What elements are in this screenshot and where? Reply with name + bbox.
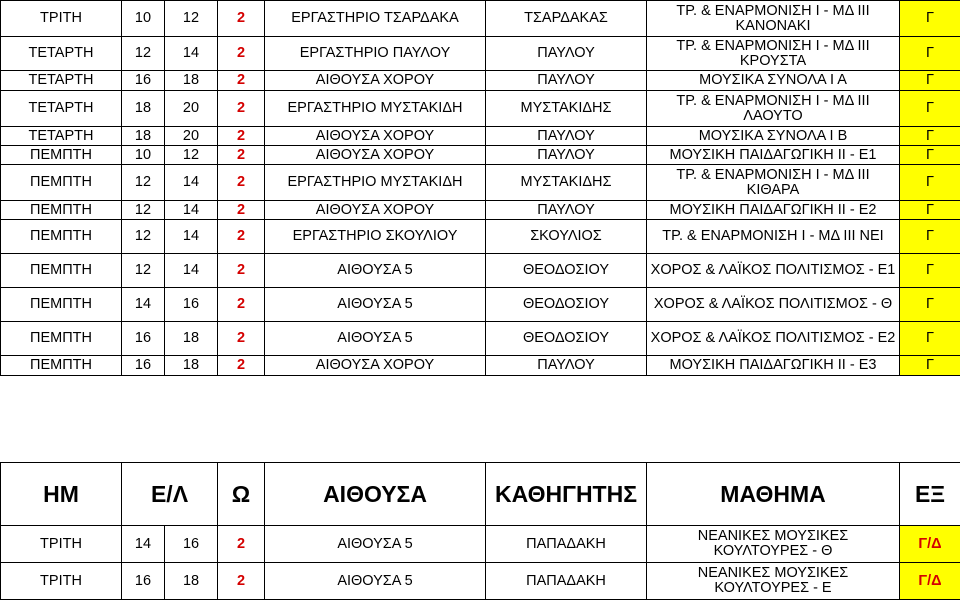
- cell-semester: Γ: [900, 322, 960, 356]
- cell-day: ΤΕΤΑΡΤΗ: [1, 71, 122, 91]
- cell-teacher: ΠΑΠΑΔΑΚΗ: [486, 526, 647, 563]
- cell-to: 12: [165, 1, 218, 37]
- table-row: [1, 526, 960, 563]
- table-row: [1, 1, 960, 37]
- cell-semester: Γ: [900, 91, 960, 127]
- cell-to: 14: [165, 165, 218, 201]
- cell-hours: 2: [218, 288, 265, 322]
- cell-day: ΠΕΜΠΤΗ: [1, 288, 122, 322]
- cell-to: 20: [165, 127, 218, 146]
- cell-to: 12: [165, 146, 218, 165]
- table-row: [1, 71, 960, 91]
- table-row: [1, 254, 960, 288]
- cell-from: 12: [122, 220, 165, 254]
- cell-hours: 2: [218, 356, 265, 376]
- cell-course: ΤΡ. & ΕΝΑΡΜΟΝΙΣΗ Ι - ΜΔ ΙΙΙ ΚΙΘΑΡΑ: [647, 165, 900, 201]
- cell-day: ΤΕΤΑΡΤΗ: [1, 37, 122, 71]
- cell-room: ΑΙΘΟΥΣΑ ΧΟΡΟΥ: [265, 356, 486, 376]
- cell-room: ΑΙΘΟΥΣΑ ΧΟΡΟΥ: [265, 201, 486, 220]
- cell-day: ΠΕΜΠΤΗ: [1, 146, 122, 165]
- cell-room: ΑΙΘΟΥΣΑ 5: [265, 526, 486, 563]
- cell-teacher: ΠΑΥΛΟΥ: [486, 37, 647, 71]
- cell-room: ΕΡΓΑΣΤΗΡΙΟ ΠΑΥΛΟΥ: [265, 37, 486, 71]
- header-teacher: ΚΑΘΗΓΗΤΗΣ: [486, 463, 647, 526]
- cell-teacher: ΜΥΣΤΑΚΙΔΗΣ: [486, 165, 647, 201]
- cell-to: 14: [165, 254, 218, 288]
- table-row: [1, 127, 960, 146]
- header-day: ΗΜ: [1, 463, 122, 526]
- cell-day: ΠΕΜΠΤΗ: [1, 220, 122, 254]
- cell-room: ΑΙΘΟΥΣΑ 5: [265, 322, 486, 356]
- cell-day: ΠΕΜΠΤΗ: [1, 165, 122, 201]
- cell-day: ΤΡΙΤΗ: [1, 526, 122, 563]
- cell-to: 18: [165, 356, 218, 376]
- cell-hours: 2: [218, 165, 265, 201]
- cell-day: ΠΕΜΠΤΗ: [1, 201, 122, 220]
- cell-from: 18: [122, 91, 165, 127]
- cell-to: 14: [165, 201, 218, 220]
- cell-course: ΜΟΥΣΙΚΗ ΠΑΙΔΑΓΩΓΙΚΗ ΙΙ - Ε1: [647, 146, 900, 165]
- cell-teacher: ΘΕΟΔΟΣΙΟΥ: [486, 288, 647, 322]
- cell-course: ΜΟΥΣΙΚΗ ΠΑΙΔΑΓΩΓΙΚΗ ΙΙ - Ε3: [647, 356, 900, 376]
- cell-room: ΑΙΘΟΥΣΑ 5: [265, 254, 486, 288]
- cell-course: ΤΡ. & ΕΝΑΡΜΟΝΙΣΗ Ι - ΜΔ ΙΙΙ ΛΑΟΥΤΟ: [647, 91, 900, 127]
- cell-semester: Γ/Δ: [900, 563, 960, 600]
- cell-semester: Γ/Δ: [900, 526, 960, 563]
- cell-teacher: ΘΕΟΔΟΣΙΟΥ: [486, 322, 647, 356]
- cell-hours: 2: [218, 201, 265, 220]
- cell-hours: 2: [218, 563, 265, 600]
- cell-room: ΕΡΓΑΣΤΗΡΙΟ ΣΚΟΥΛΙΟΥ: [265, 220, 486, 254]
- cell-room: ΑΙΘΟΥΣΑ ΧΟΡΟΥ: [265, 146, 486, 165]
- cell-semester: Γ: [900, 1, 960, 37]
- cell-teacher: ΣΚΟΥΛΙΟΣ: [486, 220, 647, 254]
- cell-room: ΕΡΓΑΣΤΗΡΙΟ ΜΥΣΤΑΚΙΔΗ: [265, 91, 486, 127]
- cell-to: 18: [165, 322, 218, 356]
- cell-to: 14: [165, 37, 218, 71]
- cell-hours: 2: [218, 91, 265, 127]
- cell-semester: Γ: [900, 165, 960, 201]
- cell-course: ΜΟΥΣΙΚΑ ΣΥΝΟΛΑ Ι Α: [647, 71, 900, 91]
- header-room: ΑΙΘΟΥΣΑ: [265, 463, 486, 526]
- cell-from: 12: [122, 165, 165, 201]
- cell-teacher: ΠΑΥΛΟΥ: [486, 201, 647, 220]
- cell-day: ΤΡΙΤΗ: [1, 563, 122, 600]
- header-row: [1, 463, 960, 526]
- cell-room: ΑΙΘΟΥΣΑ 5: [265, 288, 486, 322]
- spacer: [0, 406, 960, 462]
- cell-to: 16: [165, 526, 218, 563]
- cell-room: ΑΙΘΟΥΣΑ 5: [265, 563, 486, 600]
- cell-teacher: ΠΑΥΛΟΥ: [486, 146, 647, 165]
- table-row: [1, 322, 960, 356]
- cell-room: ΕΡΓΑΣΤΗΡΙΟ ΤΣΑΡΔΑΚΑ: [265, 1, 486, 37]
- cell-from: 16: [122, 563, 165, 600]
- cell-course: ΝΕΑΝΙΚΕΣ ΜΟΥΣΙΚΕΣ ΚΟΥΛΤΟΥΡΕΣ - Θ: [647, 526, 900, 563]
- cell-hours: 2: [218, 220, 265, 254]
- cell-teacher: ΠΑΥΛΟΥ: [486, 127, 647, 146]
- cell-from: 18: [122, 127, 165, 146]
- cell-from: 14: [122, 526, 165, 563]
- cell-course: ΧΟΡΟΣ & ΛΑΪΚΟΣ ΠΟΛΙΤΙΣΜΟΣ - Θ: [647, 288, 900, 322]
- cell-course: ΤΡ. & ΕΝΑΡΜΟΝΙΣΗ Ι - ΜΔ ΙΙΙ ΚΡΟΥΣΤΑ: [647, 37, 900, 71]
- cell-hours: 2: [218, 1, 265, 37]
- cell-course: ΝΕΑΝΙΚΕΣ ΜΟΥΣΙΚΕΣ ΚΟΥΛΤΟΥΡΕΣ - Ε: [647, 563, 900, 600]
- cell-semester: Γ: [900, 127, 960, 146]
- cell-day: ΠΕΜΠΤΗ: [1, 356, 122, 376]
- header-hours: Ω: [218, 463, 265, 526]
- cell-teacher: ΠΑΠΑΔΑΚΗ: [486, 563, 647, 600]
- cell-day: ΤΕΤΑΡΤΗ: [1, 91, 122, 127]
- cell-semester: Γ: [900, 71, 960, 91]
- cell-semester: Γ: [900, 37, 960, 71]
- cell-semester: Γ: [900, 146, 960, 165]
- cell-semester: Γ: [900, 220, 960, 254]
- header-course: ΜΑΘΗΜΑ: [647, 463, 900, 526]
- cell-from: 10: [122, 1, 165, 37]
- cell-from: 12: [122, 37, 165, 71]
- cell-teacher: ΠΑΥΛΟΥ: [486, 356, 647, 376]
- cell-hours: 2: [218, 146, 265, 165]
- cell-from: 14: [122, 288, 165, 322]
- cell-hours: 2: [218, 526, 265, 563]
- cell-hours: 2: [218, 127, 265, 146]
- cell-teacher: ΠΑΥΛΟΥ: [486, 71, 647, 91]
- cell-semester: Γ: [900, 288, 960, 322]
- cell-from: 12: [122, 254, 165, 288]
- table-row: [1, 201, 960, 220]
- cell-course: ΤΡ. & ΕΝΑΡΜΟΝΙΣΗ Ι - ΜΔ ΙΙΙ ΝΕΙ: [647, 220, 900, 254]
- cell-room: ΑΙΘΟΥΣΑ ΧΟΡΟΥ: [265, 71, 486, 91]
- cell-to: 16: [165, 288, 218, 322]
- cell-teacher: ΘΕΟΔΟΣΙΟΥ: [486, 254, 647, 288]
- cell-hours: 2: [218, 322, 265, 356]
- table-row: [1, 146, 960, 165]
- cell-semester: Γ: [900, 201, 960, 220]
- table-row: [1, 165, 960, 201]
- table-row: [1, 220, 960, 254]
- cell-from: 16: [122, 71, 165, 91]
- table-row: [1, 356, 960, 376]
- cell-room: ΑΙΘΟΥΣΑ ΧΟΡΟΥ: [265, 127, 486, 146]
- cell-course: ΧΟΡΟΣ & ΛΑΪΚΟΣ ΠΟΛΙΤΙΣΜΟΣ - Ε2: [647, 322, 900, 356]
- cell-from: 16: [122, 322, 165, 356]
- cell-from: 16: [122, 356, 165, 376]
- table-row: [1, 288, 960, 322]
- cell-day: ΤΕΤΑΡΤΗ: [1, 127, 122, 146]
- cell-semester: Γ: [900, 356, 960, 376]
- cell-from: 12: [122, 201, 165, 220]
- table-row: [1, 91, 960, 127]
- cell-teacher: ΜΥΣΤΑΚΙΔΗΣ: [486, 91, 647, 127]
- header-fromto: Ε/Λ: [122, 463, 218, 526]
- cell-room: ΕΡΓΑΣΤΗΡΙΟ ΜΥΣΤΑΚΙΔΗ: [265, 165, 486, 201]
- cell-to: 18: [165, 563, 218, 600]
- cell-course: ΤΡ. & ΕΝΑΡΜΟΝΙΣΗ Ι - ΜΔ ΙΙΙ ΚΑΝΟΝΑΚΙ: [647, 1, 900, 37]
- table-row: [1, 563, 960, 600]
- cell-from: 10: [122, 146, 165, 165]
- cell-day: ΠΕΜΠΤΗ: [1, 322, 122, 356]
- schedule-table-bottom: [0, 462, 960, 600]
- cell-course: ΧΟΡΟΣ & ΛΑΪΚΟΣ ΠΟΛΙΤΙΣΜΟΣ - Ε1: [647, 254, 900, 288]
- cell-semester: Γ: [900, 254, 960, 288]
- cell-course: ΜΟΥΣΙΚΑ ΣΥΝΟΛΑ Ι Β: [647, 127, 900, 146]
- cell-teacher: ΤΣΑΡΔΑΚΑΣ: [486, 1, 647, 37]
- cell-to: 20: [165, 91, 218, 127]
- table-row: [1, 37, 960, 71]
- cell-to: 18: [165, 71, 218, 91]
- header-semester: ΕΞ: [900, 463, 960, 526]
- cell-hours: 2: [218, 37, 265, 71]
- cell-hours: 2: [218, 254, 265, 288]
- cell-course: ΜΟΥΣΙΚΗ ΠΑΙΔΑΓΩΓΙΚΗ ΙΙ - Ε2: [647, 201, 900, 220]
- cell-hours: 2: [218, 71, 265, 91]
- cell-to: 14: [165, 220, 218, 254]
- cell-day: ΤΡΙΤΗ: [1, 1, 122, 37]
- cell-day: ΠΕΜΠΤΗ: [1, 254, 122, 288]
